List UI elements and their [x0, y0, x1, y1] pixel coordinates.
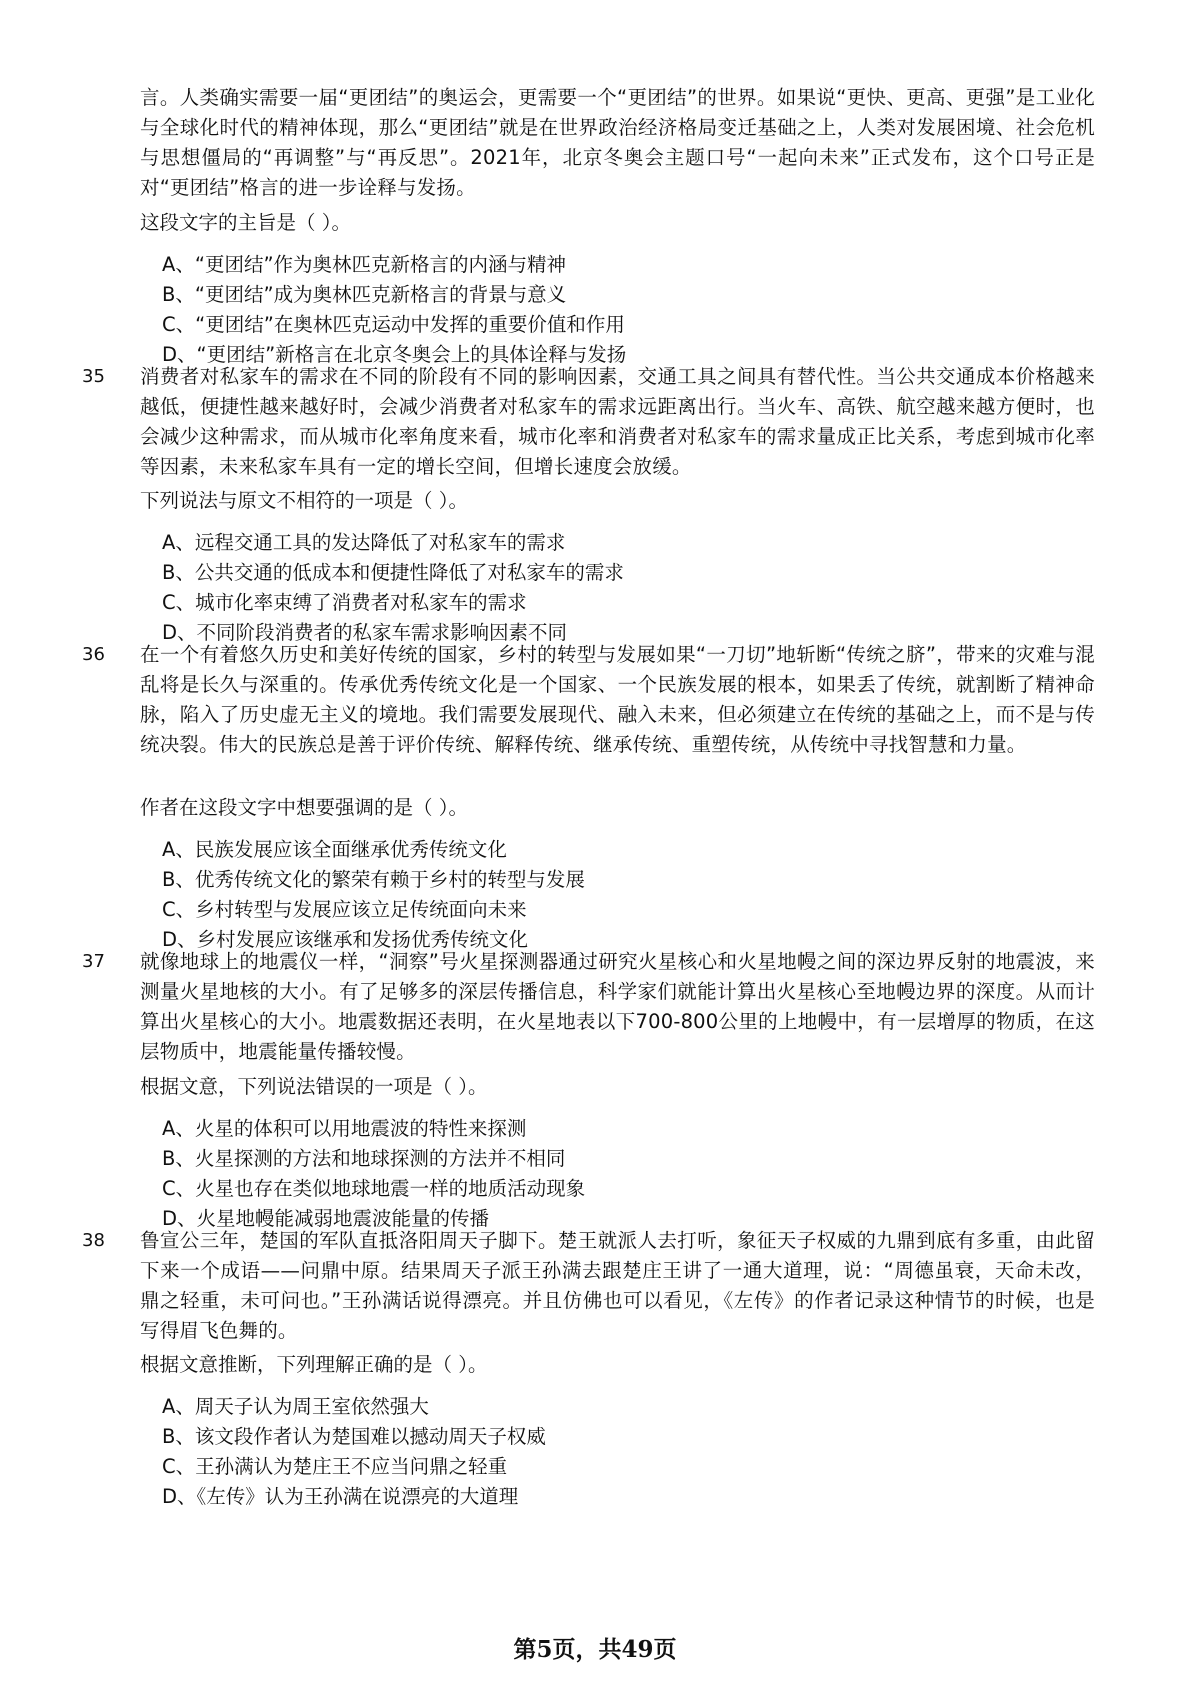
question-prompt: 根据文意，下列说法错误的一项是（ ）。 [140, 1075, 488, 1098]
option-a[interactable]: A、火星的体积可以用地震波的特性来探测 [162, 1117, 527, 1140]
question-prompt: 作者在这段文字中想要强调的是（ ）。 [140, 796, 468, 819]
option-b[interactable]: B、火星探测的方法和地球探测的方法并不相同 [162, 1147, 566, 1170]
option-d[interactable]: D、不同阶段消费者的私家车需求影响因素不同 [162, 621, 568, 644]
option-a[interactable]: A、周天子认为周王室依然强大 [162, 1395, 429, 1418]
option-d[interactable]: D、火星地幔能减弱地震波能量的传播 [162, 1207, 490, 1230]
intro-passage: 言。人类确实需要一届“更团结”的奥运会，更需要一个“更团结”的世界。如果说“更快、更高、更强”是工业化与全球化时代的精神体现，那么“更团结”就是在世界政治经济格局变迁基础之上，人类对发展困境、社会危机与思想僵局的“再调整”与“再反思”。2021年，北京冬奥会主题口号“一起向未来”正式发布，这个口号正是对“更团结”格言的进一步诠释与发扬。 [140, 86, 1095, 199]
option-d[interactable]: D、“更团结”新格言在北京冬奥会上的具体诠释与发扬 [162, 343, 627, 366]
option-b[interactable]: B、公共交通的低成本和便捷性降低了对私家车的需求 [162, 561, 624, 584]
question-passage: 就像地球上的地震仪一样，“洞察”号火星探测器通过研究火星核心和火星地幔之间的深边界反射的地震波，来测量火星地核的大小。有了足够多的深层传播信息，科学家们就能计算出火星核心至地幔边界的深度。从而计算出火星核心的大小。地震数据还表明，在火星地表以下700-800公里的上地幔中，有一层增厚的物质，在这层物质中，地震能量传播较慢。 [140, 950, 1095, 1063]
option-c[interactable]: C、火星也存在类似地球地震一样的地质活动现象 [162, 1177, 586, 1200]
question-number: 35 [82, 366, 105, 387]
question-passage: 在一个有着悠久历史和美好传统的国家，乡村的转型与发展如果“一刀切”地斩断“传统之脐”，带来的灾难与混乱将是长久与深重的。传承优秀传统文化是一个国家、一个民族发展的根本，如果丢了传统，就割断了精神命脉，陷入了历史虚无主义的境地。我们需要发展现代、融入未来，但必须建立在传统的基础之上，而不是与传统决裂。伟大的民族总是善于评价传统、解释传统、继承传统、重塑传统，从传统中寻找智慧和力量。 [140, 643, 1095, 756]
option-b[interactable]: B、“更团结”成为奥林匹克新格言的背景与意义 [162, 283, 567, 306]
option-a[interactable]: A、“更团结”作为奥林匹克新格言的内涵与精神 [162, 253, 567, 276]
question-passage: 鲁宣公三年，楚国的军队直抵洛阳周天子脚下。楚王就派人去打听，象征天子权威的九鼎到底有多重，由此留下来一个成语——问鼎中原。结果周天子派王孙满去跟楚庄王讲了一通大道理，说：“周德虽衰，天命未改，鼎之轻重，未可问也。”王孙满话说得漂亮。并且仿佛也可以看见，《左传》的作者记录这种情节的时候，也是写得眉飞色舞的。 [140, 1229, 1095, 1342]
option-c[interactable]: C、王孙满认为楚庄王不应当问鼎之轻重 [162, 1455, 508, 1478]
question-number: 36 [82, 644, 105, 665]
option-c[interactable]: C、城市化率束缚了消费者对私家车的需求 [162, 591, 527, 614]
option-b[interactable]: B、该文段作者认为楚国难以撼动周天子权威 [162, 1425, 546, 1448]
question-number: 38 [82, 1230, 105, 1251]
option-d[interactable]: D、乡村发展应该继承和发扬优秀传统文化 [162, 928, 529, 951]
question-number: 37 [82, 951, 105, 972]
page-footer: 第5页，共49页 [513, 1636, 677, 1663]
option-a[interactable]: A、远程交通工具的发达降低了对私家车的需求 [162, 531, 566, 554]
option-d[interactable]: D、《左传》认为王孙满在说漂亮的大道理 [162, 1485, 519, 1508]
question-options [162, 1114, 1062, 1234]
question-options [162, 835, 1062, 955]
option-a[interactable]: A、民族发展应该全面继承优秀传统文化 [162, 838, 507, 861]
option-c[interactable]: C、“更团结”在奥林匹克运动中发挥的重要价值和作用 [162, 313, 625, 336]
question-options [162, 528, 1062, 648]
question-passage: 消费者对私家车的需求在不同的阶段有不同的影响因素，交通工具之间具有替代性。当公共交通成本价格越来越低，便捷性越来越好时，会减少消费者对私家车的需求远距离出行。当火车、高铁、航空越来越方便时，也会减少这种需求，而从城市化率角度来看，城市化率和消费者对私家车的需求量成正比关系，考虑到城市化率等因素，未来私家车具有一定的增长空间，但增长速度会放缓。 [140, 365, 1095, 478]
option-b[interactable]: B、优秀传统文化的繁荣有赖于乡村的转型与发展 [162, 868, 585, 891]
intro-prompt: 这段文字的主旨是（ ）。 [140, 211, 351, 234]
intro-options [162, 250, 1062, 370]
option-c[interactable]: C、乡村转型与发展应该立足传统面向未来 [162, 898, 527, 921]
question-prompt: 下列说法与原文不相符的一项是（ ）。 [140, 489, 468, 512]
question-options [162, 1392, 1062, 1512]
question-prompt: 根据文意推断，下列理解正确的是（ ）。 [140, 1353, 488, 1376]
